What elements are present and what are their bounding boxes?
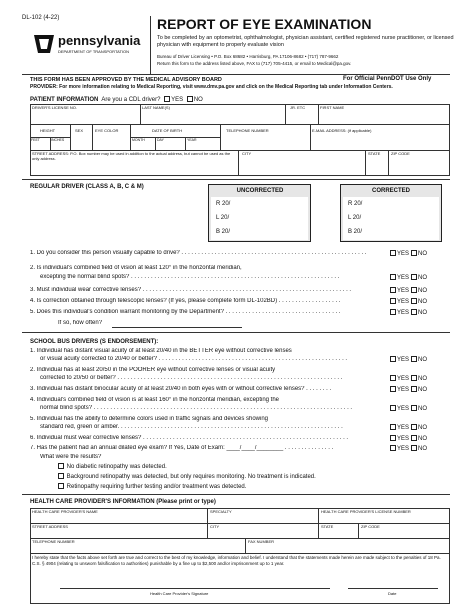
school-q4-yes[interactable] — [390, 405, 396, 411]
return-instructions: Return this form to the address listed above, FAX to (717) 705-4415, or email to Medical@pa.gov. — [157, 61, 352, 66]
patient-info-table — [30, 104, 450, 176]
uncorrected-right-eye[interactable]: R 20/ — [216, 201, 231, 207]
penndot-logo — [30, 33, 58, 60]
form-title: REPORT OF EYE EXAMINATION — [157, 16, 372, 32]
school-question-6: 6. Individual must wear corrective lenses? . . . . . . . . . . . . . . . . . . . . . . . . . . . . . . . . . . . . . . . . . . . . . . . . . . . . . . . . . . . . . . — [30, 435, 349, 441]
signature-label: Health Care Provider's Signature — [150, 591, 209, 596]
date-line[interactable] — [348, 588, 438, 589]
school-q2-no[interactable] — [411, 375, 417, 381]
street-address-field[interactable]: STREET ADDRESS: P.O. Box number may be used in addition to the actual address, but cannot be used as the only address. — [32, 151, 231, 161]
result-3-checkbox — [58, 483, 64, 489]
corrected-label: CORRECTED — [371, 188, 410, 194]
last-name-field[interactable]: LAST NAME(S) — [142, 105, 170, 110]
school-q5-answer: YES NO — [388, 424, 427, 432]
regular-q3-yes[interactable] — [390, 287, 396, 293]
regular-q5-answer: YES NO — [388, 309, 427, 317]
result-option-2[interactable]: Background retinopathy was detected, but only requires monitoring. No treatment is indicated. — [56, 473, 316, 481]
exam-results-label: What were the results? — [40, 454, 102, 460]
certification-statement: I hereby state that the facts above set forth are true and correct to the best of my knowledge, information and belief. I understand that the statements made herein are made subject to the penalties of 18 Pa. C.S. § 4904 (relating to unsworn falsification to authorities) punishable by a fine up to $2,500 and/or imprisonment up to 1 year. — [32, 555, 441, 566]
school-q6-no[interactable] — [411, 435, 417, 441]
regular-question-3: 3. Must individual wear corrective lenses? . . . . . . . . . . . . . . . . . . . . . . . . . . . . . . . . . . . . . . . . . . . . . . . . . . . . . . . . . . . . . . . — [30, 287, 352, 293]
school-q6-yes[interactable] — [390, 435, 396, 441]
keystone-icon — [30, 33, 58, 55]
corrected-both-eyes[interactable]: B 20/ — [348, 229, 363, 235]
result-2-checkbox — [58, 473, 64, 479]
form-id: DL-102 (4-22) — [22, 15, 60, 21]
intro-text: To be completed by an optometrist, ophthalmologist, physician assistant, certified registered nurse practitioner, or licensed physician with equipment to properly evaluate vision — [157, 35, 454, 48]
corrected-left-eye[interactable]: L 20/ — [348, 215, 362, 221]
uncorrected-both-eyes[interactable]: B 20/ — [216, 229, 231, 235]
school-question-7: 7. Has the patient had an annual dilated eye exam? If Yes, Date of Exam: ____/____/________ . . . . . . . . . . . . . . . — [30, 445, 334, 451]
school-q7-answer: YES NO — [388, 445, 427, 453]
inches-label: INCHES — [51, 138, 65, 142]
zip-field[interactable]: ZIP CODE — [391, 151, 410, 156]
school-question-2-cont: corrected to 20/50 or better? . . . . . . . . . . . . . . . . . . . . . . . . . . . . . . . . . . . . . . . . . . . . . . . . . . . . . . . . . . . . . . . . . . . . — [40, 375, 343, 381]
regular-q1-yes[interactable] — [390, 250, 396, 256]
provider-street-field[interactable]: STREET ADDRESS — [32, 524, 68, 529]
regular-question-5: 5. Does this individual's condition warrant monitoring by the Department? . . . . . . . . . . . . . . . . . . . . . . . . . . . . . . . . . . . — [30, 309, 341, 315]
patient-section-header: PATIENT INFORMATION Are you a CDL driver? YES NO — [30, 97, 203, 103]
city-field[interactable]: CITY — [242, 151, 252, 156]
provider-fax-field[interactable]: FAX NUMBER — [248, 539, 275, 544]
regular-q2-yes[interactable] — [390, 274, 396, 280]
signature-line[interactable] — [60, 588, 330, 589]
agency-dept: DEPARTMENT OF TRANSPORTATION — [58, 49, 130, 54]
school-q1-no[interactable] — [411, 356, 417, 362]
school-q3-no[interactable] — [411, 386, 417, 392]
school-question-5-cont: standard red, green or amber. . . . . . . . . . . . . . . . . . . . . . . . . . . . . . . . . . . . . . . . . . . . . . . . . . . . . . . . . . . . . . . . . . . . — [40, 424, 343, 430]
provider-telephone-field[interactable]: TELEPHONE NUMBER — [32, 539, 75, 544]
result-1-checkbox — [58, 463, 64, 469]
month-label: MONTH — [132, 138, 145, 142]
monitoring-frequency-label: If so, how often? — [58, 320, 103, 326]
school-question-4-cont: normal blind spots? . . . . . . . . . . . . . . . . . . . . . . . . . . . . . . . . . . . . . . . . . . . . . . . . . . . . . . . . . . . . . . . . . . . . . . . . . . . . . . — [40, 405, 353, 411]
school-question-2: 2. Individual has at least 20/50 in the POORER eye without corrective lenses or visual acuity — [30, 367, 276, 373]
regular-q2-no[interactable] — [411, 274, 417, 280]
school-q5-yes[interactable] — [390, 424, 396, 430]
email-field[interactable]: E-MAIL ADDRESS: (if applicable) — [312, 128, 372, 133]
school-q5-no[interactable] — [411, 424, 417, 430]
school-q3-yes[interactable] — [390, 386, 396, 392]
eye-color-field[interactable]: EYE COLOR — [95, 128, 119, 133]
regular-q4-yes[interactable] — [390, 298, 396, 304]
regular-question-2: 2. Is individual's combined field of vision at least 120° in the horizontal meridian, — [30, 265, 242, 271]
school-question-4: 4. Individual's combined field of vision is at least 160° in the horizontal meridian, excepting the — [30, 397, 280, 403]
monitoring-frequency-line[interactable] — [112, 327, 242, 328]
approval-note: THIS FORM HAS BEEN APPROVED BY THE MEDICAL ADVISORY BOARD — [30, 77, 222, 83]
corrected-right-eye[interactable]: R 20/ — [348, 201, 363, 207]
official-use-label: For Official PennDOT Use Only — [343, 76, 432, 82]
regular-q3-answer: YES NO — [388, 287, 427, 295]
regular-question-1: 1. Do you consider this person visually capable to drive? . . . . . . . . . . . . . . . . . . . . . . . . . . . . . . . . . . . . . . . . . . . . . . . . . . . . . . . . — [30, 250, 367, 256]
regular-question-2-cont: excepting the normal blind spots? . . . . . . . . . . . . . . . . . . . . . . . . . . . . . . . . . . . . . . . . . . . . . . . . . . . . . . . . . . . . . . . — [40, 274, 340, 280]
provider-state-field[interactable]: STATE — [321, 524, 334, 529]
school-q7-yes[interactable] — [390, 445, 396, 451]
first-name-field[interactable]: FIRST NAME — [320, 105, 345, 110]
cdl-yes-checkbox[interactable] — [164, 96, 170, 102]
provider-name-field[interactable]: HEALTH CARE PROVIDER'S NAME — [32, 509, 98, 514]
regular-driver-heading: REGULAR DRIVER (CLASS A, B, C & M) — [30, 184, 144, 190]
regular-q5-yes[interactable] — [390, 309, 396, 315]
uncorrected-label: UNCORRECTED — [236, 188, 284, 194]
regular-q5-no[interactable] — [411, 309, 417, 315]
regular-q4-answer: YES NO — [388, 298, 427, 306]
day-label: DAY — [157, 138, 164, 142]
regular-q3-no[interactable] — [411, 287, 417, 293]
uncorrected-left-eye[interactable]: L 20/ — [216, 215, 230, 221]
telephone-field[interactable]: TELEPHONE NUMBER — [226, 128, 269, 133]
regular-q4-no[interactable] — [411, 298, 417, 304]
school-q4-no[interactable] — [411, 405, 417, 411]
date-label: Date — [388, 591, 397, 596]
height-field[interactable]: HEIGHT — [40, 128, 56, 133]
state-field[interactable]: STATE — [368, 151, 381, 156]
school-q2-answer: YES NO — [388, 375, 427, 383]
school-q7-no[interactable] — [411, 445, 417, 451]
year-label: YEAR — [187, 138, 197, 142]
regular-q1-no[interactable] — [411, 250, 417, 256]
jr-etc-field[interactable]: JR. ETC — [290, 105, 306, 110]
sex-field[interactable]: SEX — [75, 128, 84, 133]
school-q3-answer: YES NO — [388, 386, 427, 394]
school-question-1-cont: or visual acuity corrected to 20/40 or better? . . . . . . . . . . . . . . . . . . . . . . . . . . . . . . . . . . . . . . . . . . . . . . . . . . . . . . . . . — [40, 356, 348, 362]
school-q1-answer: YES NO — [388, 356, 427, 364]
regular-question-4: 4. Is correction obtained through telescopic lenses? (If yes, please complete form DL-102BD) . . . . . . . . . . . . . . . . . . . — [30, 298, 341, 304]
license-number-field[interactable]: DRIVER'S LICENSE NO. — [32, 105, 77, 110]
school-bus-heading: SCHOOL BUS DRIVERS (S ENDORSEMENT): — [30, 339, 159, 345]
school-question-1: 1. Individual has distant visual acuity of at least 20/40 in the BETTER eye without corrective lenses — [30, 348, 292, 354]
school-q1-yes[interactable] — [390, 356, 396, 362]
provider-city-field[interactable]: CITY — [210, 524, 220, 529]
regular-q2-answer: YES NO — [388, 274, 427, 282]
provider-section-header: HEALTH CARE PROVIDER'S INFORMATION (Please print or type) — [30, 499, 216, 505]
bureau-address: Bureau of Driver Licensing • P.O. Box 68682 • Harrisburg, PA 17106-8682 • (717) 787-9662 — [157, 54, 339, 59]
provider-license-field[interactable]: HEALTH CARE PROVIDER'S LICENSE NUMBER — [321, 509, 411, 514]
result-option-3[interactable]: Retinopathy requiring further testing and/or treatment was detected. — [56, 483, 246, 491]
school-question-3: 3. Individual has distant binocular acuity of at least 20/40 in both eyes with or without corrective lenses? . . . . . . . . — [30, 386, 332, 392]
school-question-5: 5. Individual has the ability to determine colors used in traffic signals and devices showing — [30, 416, 269, 422]
agency-name: pennsylvania — [58, 33, 141, 48]
result-option-1[interactable]: No diabetic retinopathy was detected. — [56, 463, 167, 471]
provider-zip-field[interactable]: ZIP CODE — [361, 524, 380, 529]
dob-field[interactable]: DATE OF BIRTH — [152, 128, 183, 133]
school-q4-answer: YES NO — [388, 405, 427, 413]
feet-label: FEET — [31, 138, 40, 142]
cdl-no-checkbox[interactable] — [187, 96, 193, 102]
provider-note: PROVIDER: For more information relating to Medical Reporting, visit www.dmv.pa.gov and click on the Medical Reporting tab under Information Centers. — [30, 84, 393, 90]
school-q2-yes[interactable] — [390, 375, 396, 381]
school-q6-answer: YES NO — [388, 435, 427, 443]
specialty-field[interactable]: SPECIALTY — [210, 509, 232, 514]
regular-q1-answer: YES NO — [388, 250, 427, 258]
